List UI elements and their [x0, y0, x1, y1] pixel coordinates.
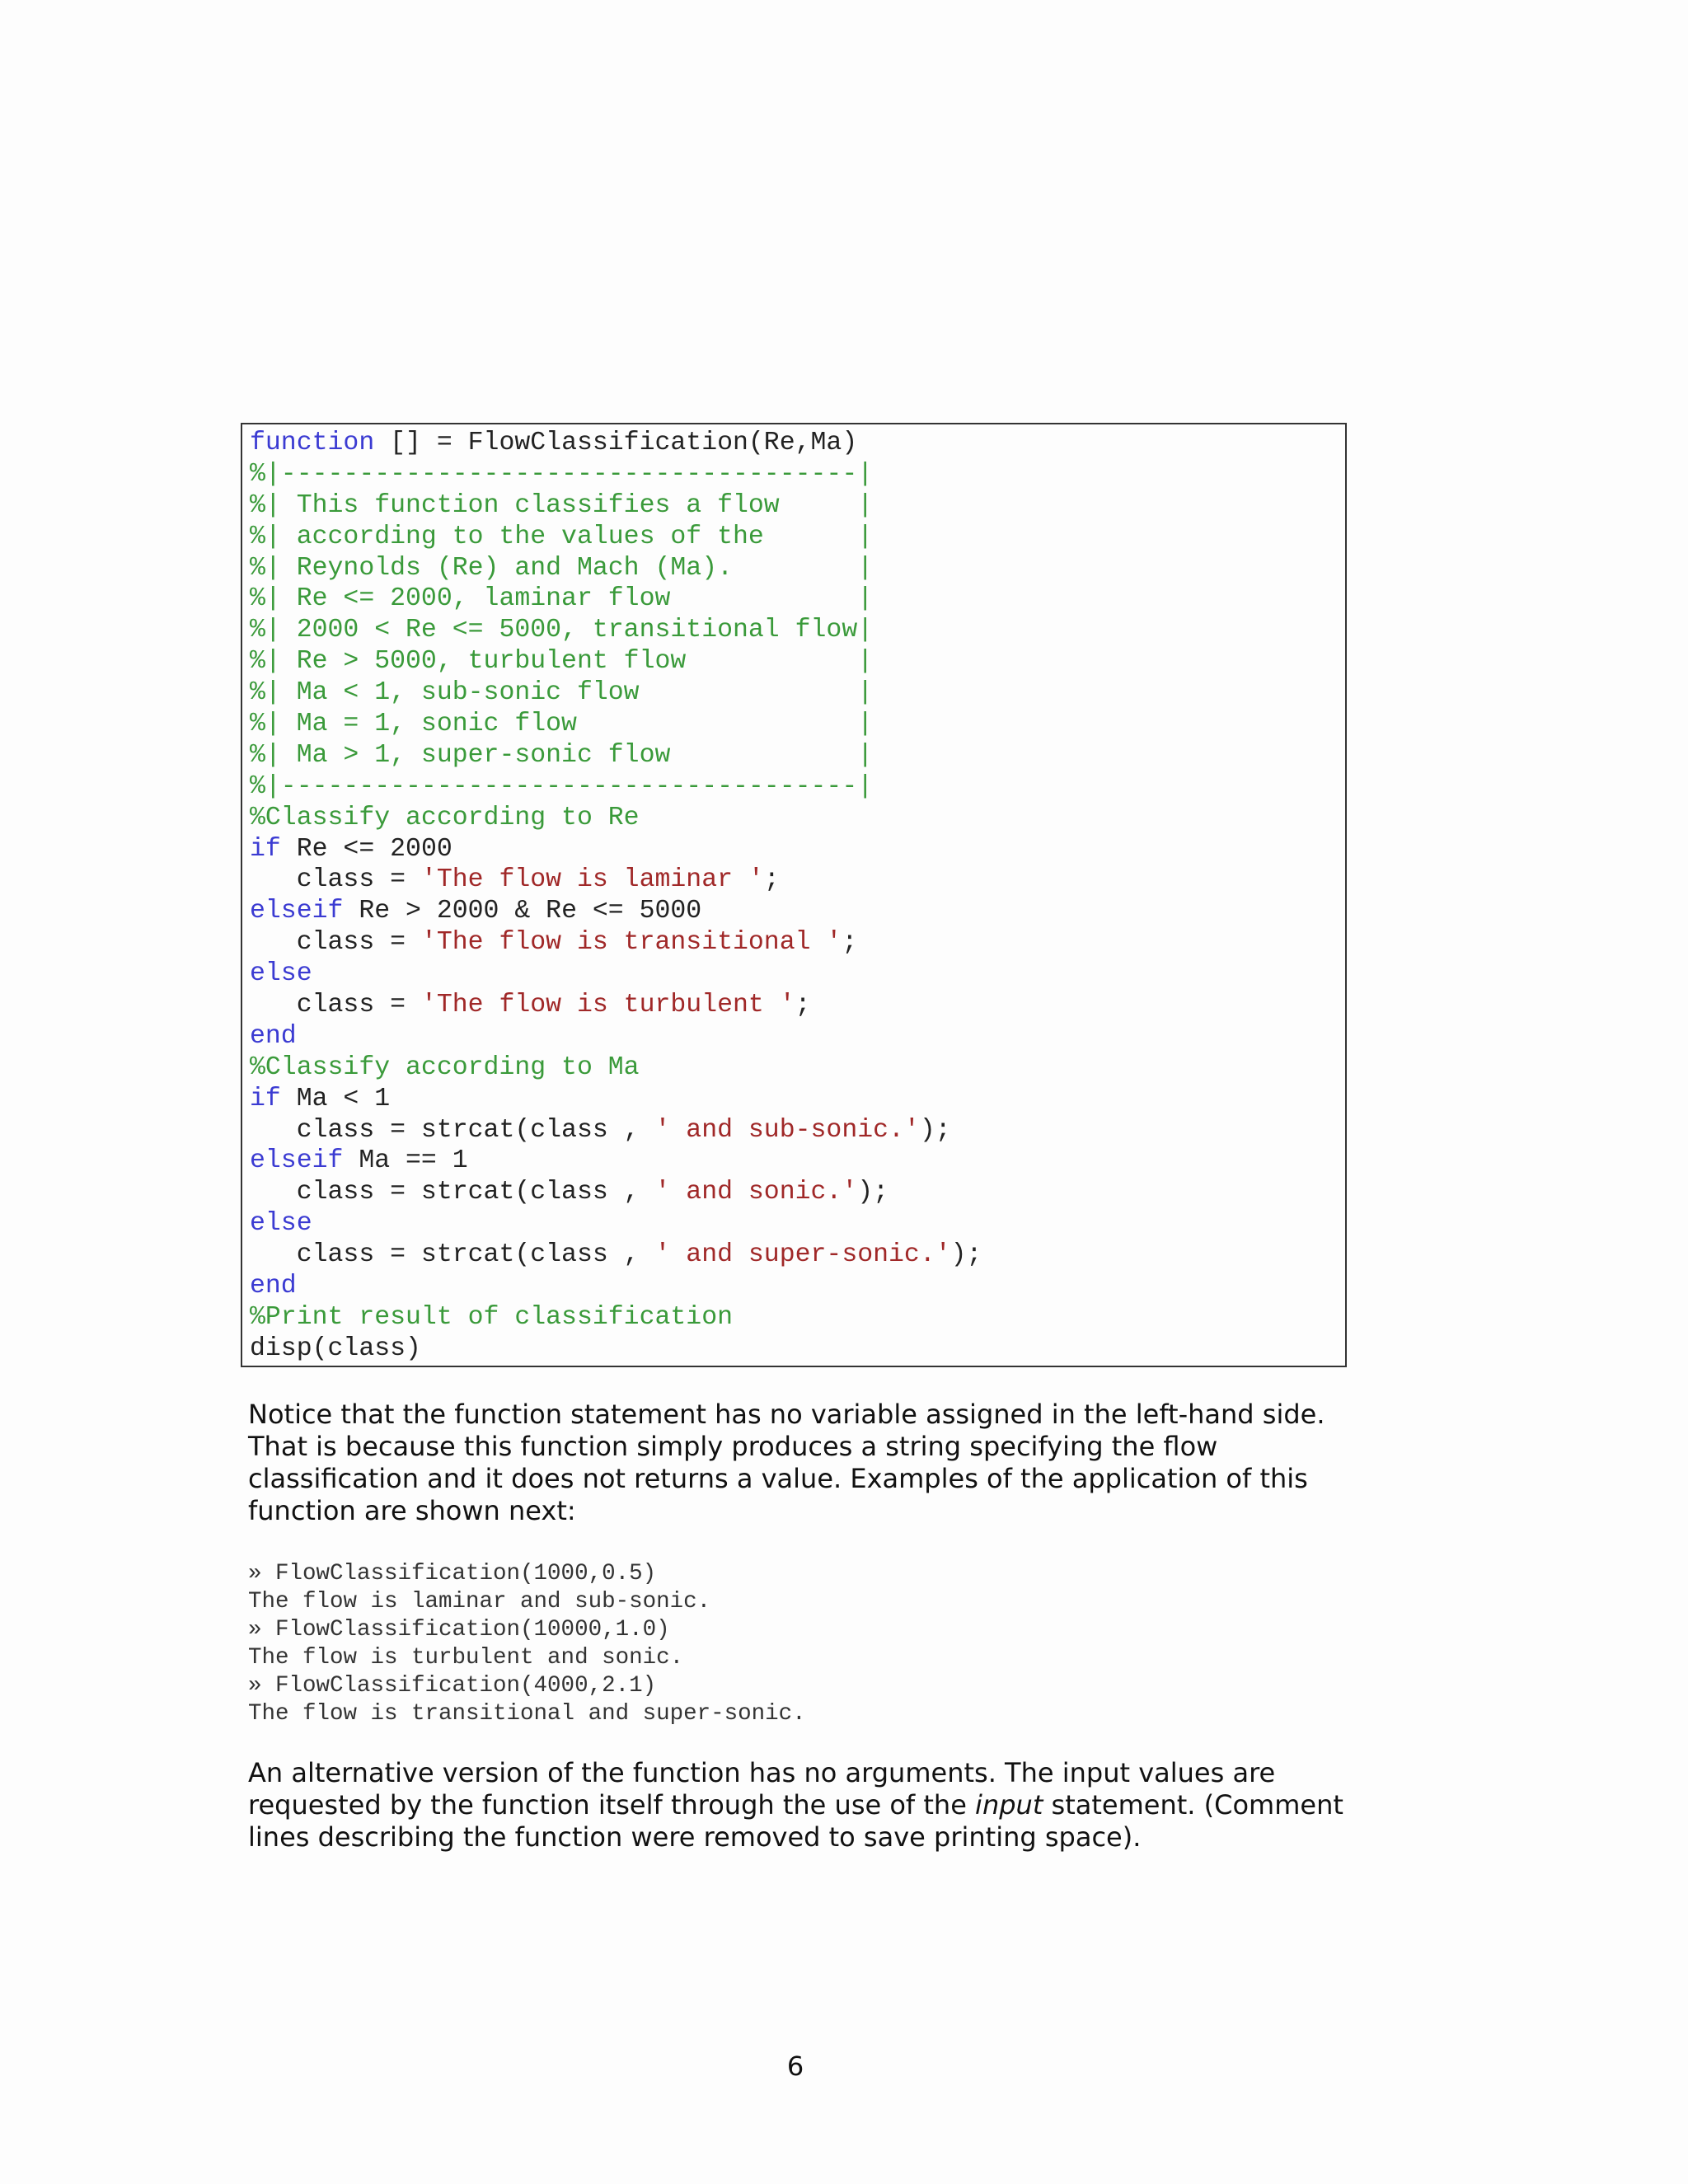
- code-token: %Classify according to Re: [250, 803, 640, 832]
- code-token: %| This function classifies a flow |: [250, 490, 874, 520]
- code-line: [250, 1302, 1345, 1333]
- code-line: [250, 1146, 1345, 1177]
- code-token: class = strcat(class ,: [250, 1240, 655, 1270]
- code-line: [250, 459, 1345, 490]
- console-line: » FlowClassification(1000,0.5): [248, 1561, 657, 1586]
- code-token: %|-------------------------------------|: [250, 771, 874, 801]
- code-token: Re > 2000 & Re <= 5000: [343, 897, 702, 926]
- code-line: [250, 1084, 1345, 1115]
- console-line: The flow is transitional and super-sonic.: [248, 1701, 806, 1727]
- code-token: if: [250, 1084, 281, 1113]
- code-line: [250, 803, 1345, 834]
- code-token: %| according to the values of the |: [250, 522, 874, 551]
- paragraph-alternative-emphasis: input: [975, 1789, 1043, 1821]
- code-line: [250, 990, 1345, 1021]
- console-line: » FlowClassification(10000,1.0): [248, 1617, 670, 1643]
- console-line: The flow is turbulent and sonic.: [248, 1645, 684, 1671]
- code-line: [250, 615, 1345, 646]
- code-token: 'The flow is transitional ': [420, 928, 842, 958]
- code-token: if: [250, 834, 281, 864]
- code-token: 'The flow is turbulent ': [420, 991, 795, 1020]
- code-line: [250, 677, 1345, 709]
- code-token: [] = FlowClassification(Re,Ma): [374, 429, 858, 457]
- code-token: else: [250, 1209, 312, 1239]
- code-token: Ma < 1: [280, 1084, 391, 1113]
- paragraph-notice: Notice that the function statement has no variable assigned in the left-hand side. That is because this function simply produces a string specifying the flow classification and it does not returns a value. Examples of the application of this function are shown next:: [248, 1399, 1325, 1526]
- code-listing: [241, 423, 1347, 1367]
- code-line: [250, 834, 1345, 865]
- code-token: 'The flow is laminar ': [420, 865, 764, 895]
- code-line: [250, 771, 1345, 803]
- code-token: %| Re <= 2000, laminar flow |: [250, 584, 874, 614]
- code-token: ;: [842, 928, 858, 958]
- code-token: end: [250, 1021, 297, 1051]
- code-line: [250, 740, 1345, 771]
- code-token: %| Re > 5000, turbulent flow |: [250, 647, 874, 677]
- code-line: [250, 1240, 1345, 1271]
- code-token: );: [857, 1178, 889, 1207]
- code-token: class =: [250, 865, 421, 895]
- code-line: [250, 1208, 1345, 1240]
- code-line: [250, 1177, 1345, 1208]
- code-line: [250, 553, 1345, 584]
- code-token: Ma == 1: [343, 1146, 468, 1176]
- code-token: function: [250, 429, 375, 457]
- code-line: [250, 1271, 1345, 1302]
- code-line: [250, 1333, 1345, 1365]
- code-token: elseif: [250, 1146, 344, 1176]
- page-number: 6: [786, 2050, 804, 2082]
- code-line: [250, 1021, 1345, 1052]
- code-token: ;: [763, 865, 780, 895]
- code-token: end: [250, 1272, 297, 1301]
- code-line: [250, 958, 1345, 990]
- console-line: The flow is laminar and sub-sonic.: [248, 1589, 711, 1615]
- code-line: [250, 583, 1345, 615]
- code-line: [250, 1115, 1345, 1146]
- code-token: ;: [795, 991, 811, 1020]
- code-line: [250, 896, 1345, 927]
- console-line: » FlowClassification(4000,2.1): [248, 1673, 657, 1699]
- code-token: %| 2000 < Re <= 5000, transitional flow|: [250, 616, 874, 645]
- paragraph-alternative-after: statement. (Comment lines describing the function were removed to save printing space).: [248, 1789, 1343, 1853]
- code-token: ' and sub-sonic.': [654, 1115, 920, 1145]
- code-token: %| Ma > 1, super-sonic flow |: [250, 740, 874, 770]
- code-token: ' and super-sonic.': [654, 1240, 951, 1270]
- code-token: class =: [250, 928, 421, 958]
- code-token: class = strcat(class ,: [250, 1115, 655, 1145]
- console-output: [248, 1560, 806, 1728]
- code-line: [250, 709, 1345, 740]
- code-token: %|-------------------------------------|: [250, 459, 874, 489]
- code-line: [250, 428, 1345, 459]
- code-token: %| Ma < 1, sub-sonic flow |: [250, 678, 874, 708]
- code-token: elseif: [250, 897, 344, 926]
- paragraph-alternative-before: An alternative version of the function has no arguments. The input values are requested by the function itself through the use of the: [248, 1757, 1276, 1821]
- code-token: class =: [250, 991, 421, 1020]
- code-line: [250, 927, 1345, 958]
- code-token: else: [250, 959, 312, 989]
- code-token: disp(class): [250, 1333, 421, 1363]
- code-token: );: [919, 1115, 951, 1145]
- code-token: %Classify according to Ma: [250, 1052, 640, 1082]
- code-line: [250, 490, 1345, 522]
- code-token: %| Reynolds (Re) and Mach (Ma). |: [250, 553, 874, 583]
- code-line: [250, 646, 1345, 677]
- code-line: [250, 522, 1345, 553]
- code-line: [250, 865, 1345, 896]
- code-token: %| Ma = 1, sonic flow |: [250, 710, 874, 739]
- paragraph-alternative: [248, 1757, 1353, 1854]
- code-token: %Print result of classification: [250, 1302, 733, 1332]
- code-token: Re <= 2000: [280, 834, 452, 864]
- code-token: ' and sonic.': [654, 1178, 858, 1207]
- code-line: [250, 1052, 1345, 1084]
- code-token: class = strcat(class ,: [250, 1178, 655, 1207]
- code-token: );: [950, 1240, 982, 1270]
